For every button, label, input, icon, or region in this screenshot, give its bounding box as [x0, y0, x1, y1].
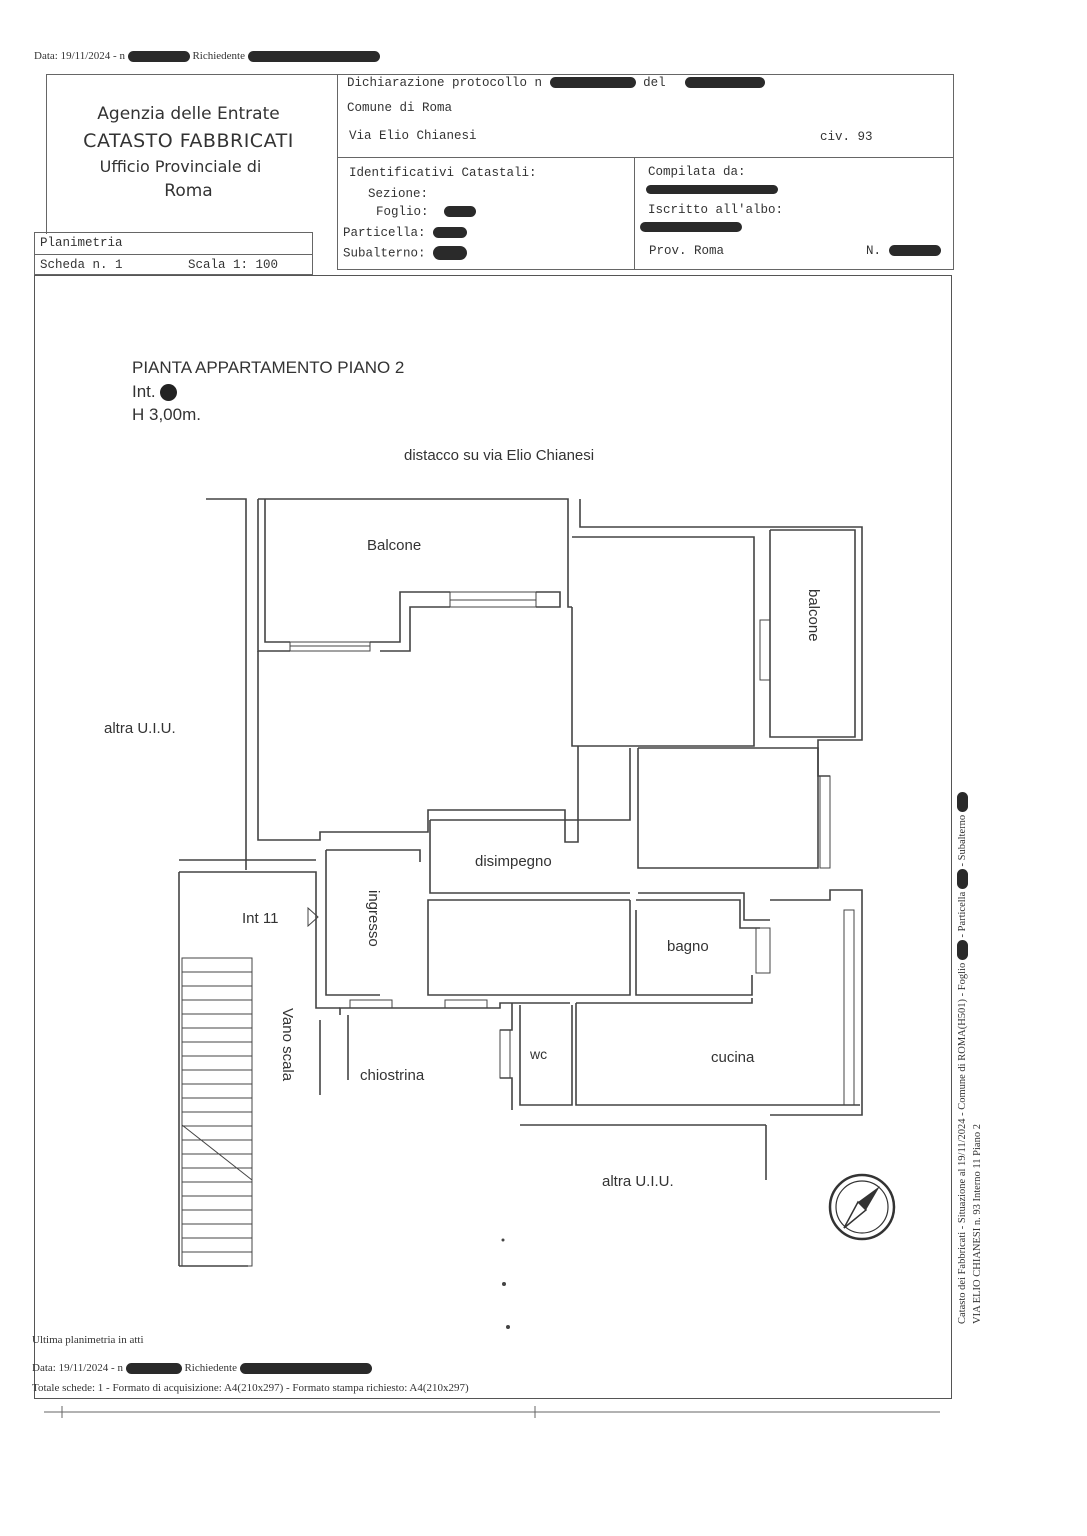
wall	[380, 607, 450, 651]
wall	[326, 850, 420, 862]
wall	[638, 893, 770, 920]
room-balcone-right: balcone	[805, 589, 822, 642]
wall	[500, 1003, 512, 1030]
wall	[636, 900, 760, 928]
subalterno-label: Subalterno:	[343, 246, 426, 261]
side-line1b: - Particella	[957, 891, 968, 938]
wall	[206, 499, 246, 870]
window	[844, 910, 854, 1105]
int-label: Int.	[132, 382, 156, 401]
redaction	[957, 792, 968, 812]
room-cucina: cucina	[711, 1049, 755, 1066]
dot	[502, 1239, 505, 1242]
wall	[500, 1078, 512, 1110]
redaction	[957, 869, 968, 889]
side-line1: Catasto dei Fabbricati - Situazione al 19/11/2024 - Comune di ROMA(H501) - Foglio	[957, 962, 968, 1324]
plan-height: H 3,00m.	[132, 405, 201, 424]
planimetria-label: Planimetria	[40, 236, 123, 250]
side-info-line1	[957, 792, 968, 1324]
room-vano-scala: Vano scala	[279, 1008, 296, 1082]
wall	[572, 537, 754, 746]
scheda-label: Scheda n. 1	[40, 258, 123, 272]
footer-richiedente: Richiedente	[184, 1362, 237, 1374]
wall	[638, 748, 818, 868]
footer-totale: Totale schede: 1 - Formato di acquisizione: A4(210x297) - Formato stampa richiesto: A4(210x297)	[32, 1382, 469, 1394]
prov-label: Prov. Roma	[649, 244, 725, 258]
room-disimpegno: disimpegno	[475, 853, 552, 870]
window	[445, 1000, 487, 1008]
room-altra-uiu-bottom: altra U.I.U.	[602, 1173, 674, 1190]
scala-label: Scala 1: 100	[188, 258, 279, 272]
room-wc: wc	[530, 1046, 548, 1062]
wall	[179, 872, 340, 1008]
ufficio-label: Ufficio Provinciale di	[99, 157, 262, 176]
footer-data-line	[32, 1362, 372, 1374]
side-info-line2: VIA ELIO CHIANESI n. 93 Interno 11 Piano 2	[972, 1124, 983, 1324]
compilata-label: Compilata da:	[648, 165, 746, 179]
side-line1c: - Subalterno	[957, 814, 968, 867]
plan-title: PIANTA APPARTAMENTO PIANO 2	[132, 358, 405, 377]
top-requester: Richiedente	[192, 50, 245, 62]
window	[820, 776, 830, 868]
room-ingresso: ingresso	[365, 890, 382, 947]
redaction	[240, 1363, 372, 1374]
room-chiostrina: chiostrina	[360, 1067, 425, 1084]
stair-direction	[182, 1125, 252, 1180]
wall	[265, 499, 290, 642]
n-label: N.	[866, 244, 882, 258]
room-balcone: Balcone	[367, 537, 422, 554]
dot	[506, 1325, 510, 1329]
sezione-label: Sezione:	[368, 187, 429, 201]
dot	[502, 1282, 506, 1286]
via-label: Via Elio Chianesi	[349, 129, 477, 143]
redaction	[957, 940, 968, 960]
label-int-11: Int 11	[242, 910, 279, 927]
window	[760, 620, 770, 680]
window	[350, 1000, 392, 1008]
footer-data: Data: 19/11/2024 - n	[32, 1362, 123, 1374]
north-arrow-icon	[830, 1175, 894, 1239]
identifiers-title: Identificativi Catastali:	[349, 166, 537, 180]
footer-ultima: Ultima planimetria in atti	[32, 1334, 144, 1346]
foglio-label: Foglio:	[376, 205, 429, 219]
redaction	[126, 1363, 182, 1374]
iscritto-label: Iscritto all'albo:	[648, 203, 784, 217]
protocol-label: Dichiarazione protocollo n	[347, 76, 543, 90]
civ-label: civ. 93	[820, 130, 873, 144]
wall	[770, 890, 862, 1115]
catasto-title: CATASTO FABBRICATI	[83, 130, 294, 152]
window	[756, 928, 770, 973]
wall	[536, 592, 560, 607]
top-date: Data: 19/11/2024 - n	[34, 50, 125, 62]
wall	[428, 900, 630, 995]
window	[500, 1030, 510, 1078]
wall	[258, 651, 578, 842]
wall	[576, 998, 752, 1003]
ufficio-city: Roma	[164, 181, 213, 201]
wall	[258, 499, 290, 651]
wall	[340, 1003, 570, 1015]
particella-label: Particella:	[343, 226, 426, 240]
room-altra-uiu-left: altra U.I.U.	[104, 720, 176, 737]
distacco-label: distacco su via Elio Chianesi	[404, 447, 595, 464]
agency-name: Agenzia delle Entrate	[97, 104, 280, 124]
del-label: del	[643, 76, 666, 90]
room-bagno: bagno	[667, 938, 709, 955]
comune-label: Comune di Roma	[347, 101, 453, 115]
